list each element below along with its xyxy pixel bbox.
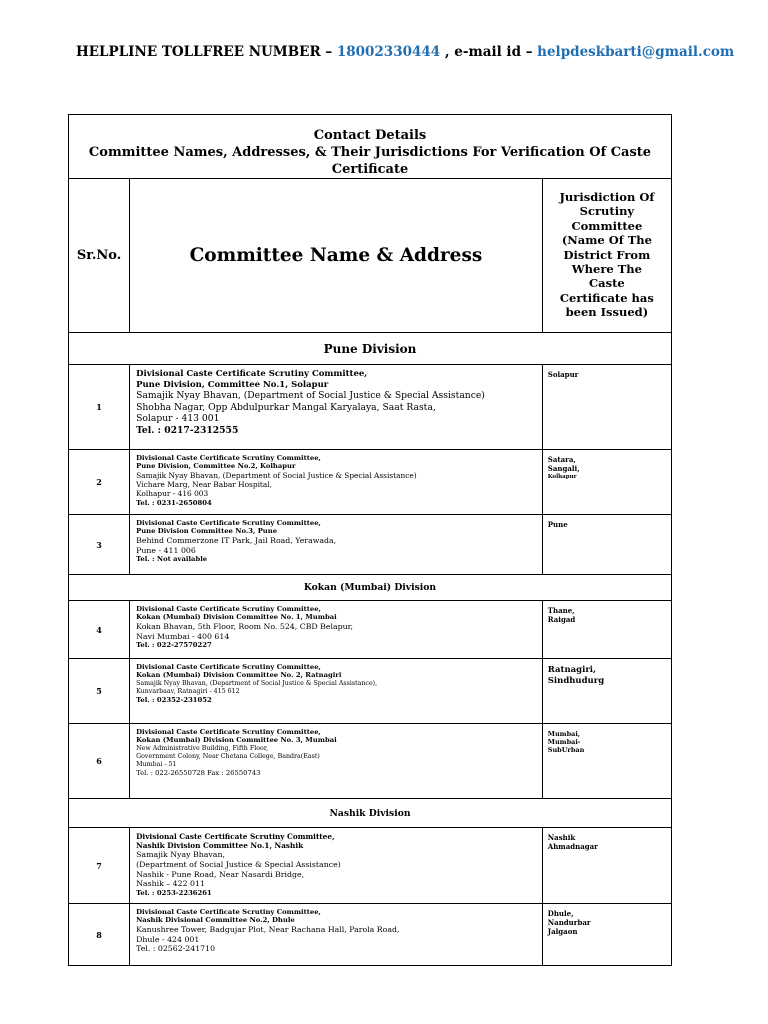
address-line: Shobha Nagar, Opp Abdulpurkar Mangal Karyalaya, Saat Rasta, [136,401,436,413]
address-line: Vichare Marg, Near Babar Hospital, [136,480,273,490]
address-line: Nashik - Pune Road, Near Nasardi Bridge, [136,869,305,879]
jurisdiction-districts [542,515,671,575]
address-line: Government Colony, Near Chetana College, Bandra(East) [136,752,320,760]
address-line: Samajik Nyay Bhavan, (Department of Social Justice & Special Assistance) [136,390,485,402]
address-line: Samajik Nyay Bhavan, (Department of Social Justice & Special Assistance) [136,470,417,480]
address-line: Divisional Caste Certificate Scrutiny Committee, [136,519,321,527]
helpline-bar [76,44,734,60]
jurisdiction-districts [542,365,671,450]
district-name: Ahmadnagar [547,841,598,851]
district-name: Satara, [547,455,576,464]
committee-address [130,515,543,575]
row-serial-number: 3 [69,515,130,575]
jurisdiction-districts [542,904,671,966]
district-name: Dhule, [547,909,574,918]
address-line: Tel. : 02562-241710 [136,944,216,954]
address-line: Tel. : 0231-2650804 [136,498,212,507]
committee-address [130,601,543,659]
district-name: Ratnagiri, [547,665,596,675]
address-line: Pune Division, Committee No.2, Kolhapur [136,462,296,471]
row-serial-number: 6 [69,724,130,799]
division-heading: Nashik Division [69,799,672,828]
district-name: Jalgaon [547,926,578,936]
table-row [69,724,672,799]
row-serial-number: 4 [69,601,130,659]
jurisdiction-districts [542,601,671,659]
address-line: Divisional Caste Certificate Scrutiny Committee, [136,454,321,462]
address-line: Nashik Divisional Committee No.2, Dhule [136,916,295,925]
district-name: Kolhapur [547,473,577,480]
address-line: Nashik Division Committee No.1, Nashik [136,841,304,851]
header-srno: Sr.No. [69,179,130,333]
committee-address [130,828,543,904]
address-line: Divisional Caste Certificate Scrutiny Committee, [136,605,321,613]
table-row [69,365,672,450]
address-line: Divisional Caste Certificate Scrutiny Committee, [136,908,321,916]
address-line: (Department of Social Justice & Special Assistance) [136,859,341,869]
district-name: Mumbai- [547,738,581,747]
table-row [69,515,672,575]
committee-address [130,724,543,799]
title-line-1: Contact Details [313,128,427,143]
district-name: Nashik [547,833,576,842]
address-line: Kokan (Mumbai) Division Committee No. 3, Mumbai [136,736,337,745]
helpline-label: HELPLINE TOLLFREE NUMBER – [76,44,337,60]
helpdesk-email-link[interactable]: helpdeskbarti@gmail.com [537,44,735,60]
committee-address [130,904,543,966]
district-name: Mumbai, [547,730,581,738]
helpline-number[interactable]: 18002330444 [336,44,441,60]
address-line: Tel. : 02352-231052 [136,695,212,704]
division-heading: Kokan (Mumbai) Division [69,575,672,601]
jurisdiction-districts [542,659,671,724]
address-line: Pune - 411 006 [136,545,196,555]
address-line: Kokan Bhavan, 5th Floor, Room No. 524, CBD Belapur, [136,621,353,631]
address-line: Pune Division Committee No.3, Pune [136,527,278,536]
address-line: Nashik – 422 011 [136,879,205,889]
email-label: , e-mail id – [440,44,538,60]
address-line: Pune Division, Committee No.1, Solapur [136,379,329,390]
header-committee-name: Committee Name & Address [130,179,543,333]
address-line: Mumbai - 51 [136,760,177,768]
table-row [69,904,672,966]
district-name: Sangali, [547,463,580,473]
row-serial-number: 7 [69,828,130,904]
address-line: Tel. : Not available [136,555,208,564]
jurisdiction-districts [542,828,671,904]
address-line: Divisional Caste Certificate Scrutiny Committee, [136,663,321,671]
committee-address [130,659,543,724]
table-row [69,828,672,904]
address-line: Tel. : 022-26550728 Fax : 26550743 [136,768,261,777]
title-line-2: Committee Names, Addresses, & Their Jurisdictions For Verification Of Caste Certificate [88,145,652,177]
table-title [69,115,672,179]
table-row [69,659,672,724]
address-line: Navi Mumbai - 400 614 [136,631,230,641]
district-name: Thane, [547,606,575,615]
header-jurisdiction: Jurisdiction Of Scrutiny Committee (Name Of The District From Where The Caste Certificate has been Issued) [542,179,671,333]
address-line: Divisional Caste Certificate Scrutiny Committee, [136,369,368,379]
row-serial-number: 5 [69,659,130,724]
district-name: SubUrban [547,746,585,755]
address-line: Tel. : 0253-2236261 [136,889,212,898]
address-line: Behind Commerzone IT Park, Jail Road, Yerawada, [136,535,337,545]
address-line: Tel. : 0217-2312555 [136,424,239,436]
district-name: Sindhudurg [547,675,605,686]
address-line: Divisional Caste Certificate Scrutiny Committee, [136,832,335,841]
district-name: Raigad [547,614,576,624]
table-row [69,450,672,515]
district-name: Solapur [547,370,579,379]
address-line: Samajik Nyay Bhavan, (Department of Social Justice & Special Assistance), [136,679,378,687]
address-line: Kolhapur - 416 003 [136,489,209,499]
address-line: Divisional Caste Certificate Scrutiny Committee, [136,728,321,736]
jurisdiction-districts [542,450,671,515]
row-serial-number: 1 [69,365,130,450]
address-line: Kanushree Tower, Badgujar Plot, Near Rachana Hall, Parola Road, [136,924,400,934]
committee-address [130,365,543,450]
jurisdiction-districts [542,724,671,799]
district-name: Pune [547,520,568,529]
row-serial-number: 8 [69,904,130,966]
address-line: Kunvarbaav, Ratnagiri - 415 612 [136,687,240,695]
address-line: Kokan (Mumbai) Division Committee No. 1, Mumbai [136,613,337,622]
row-serial-number: 2 [69,450,130,515]
table-row [69,601,672,659]
address-line: Solapur - 413 001 [136,413,220,425]
district-name: Nandurbar [547,917,591,927]
address-line: Samajik Nyay Bhavan, [136,850,225,860]
address-line: Kokan (Mumbai) Division Committee No. 2, Ratnagiri [136,671,342,680]
committee-address [130,450,543,515]
division-heading: Pune Division [69,333,672,365]
address-line: Dhule - 424 001 [136,934,200,944]
committee-table [68,114,672,966]
address-line: Tel. : 022-27570227 [136,641,212,650]
address-line: New Administrative Building, Fifth Floor, [136,744,269,752]
